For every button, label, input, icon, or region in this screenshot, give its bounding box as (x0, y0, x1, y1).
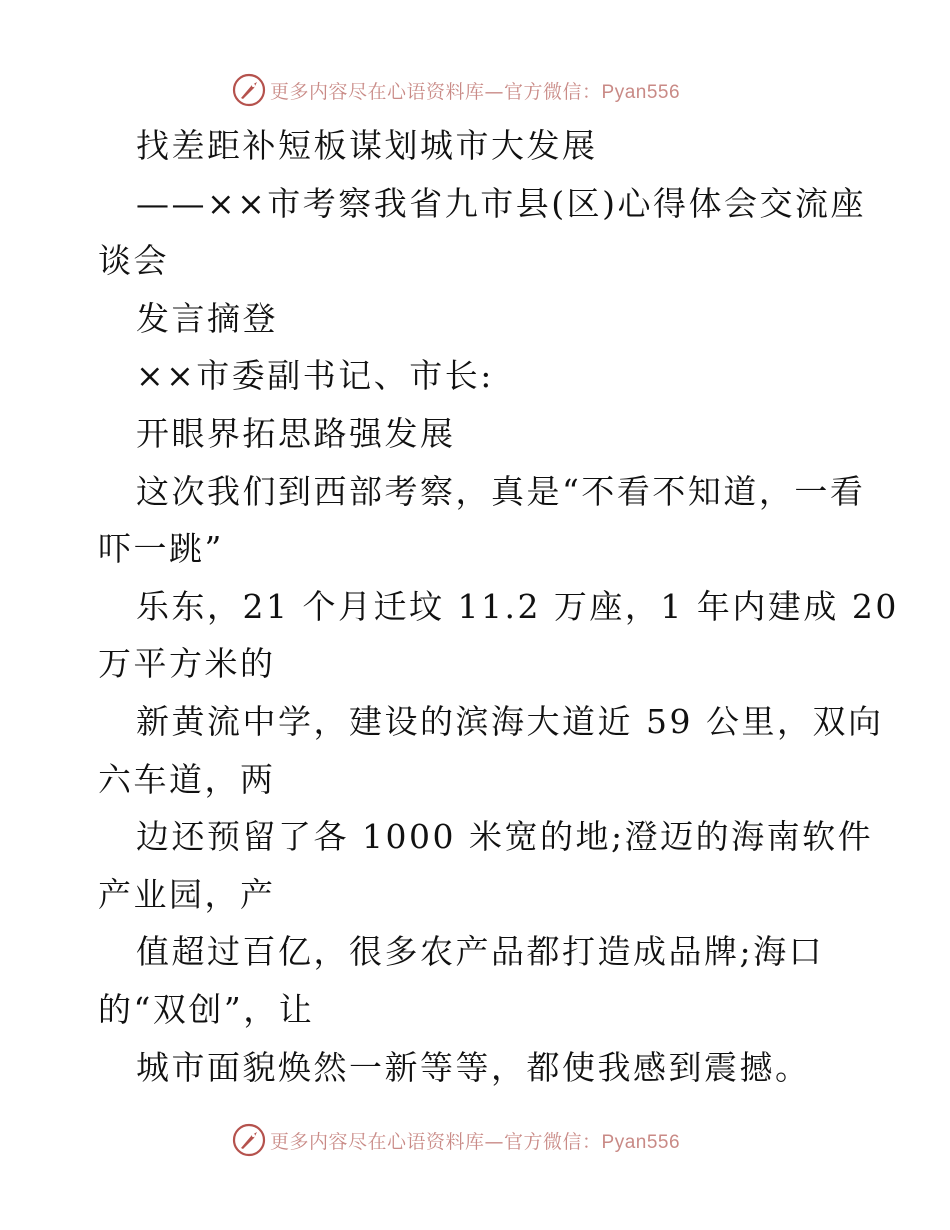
banner-wechat-id: Pyan556 (601, 1131, 681, 1153)
doc-speech-heading: 开眼界拓思路强发展 (136, 413, 456, 453)
banner-wechat-id: Pyan556 (601, 81, 681, 103)
doc-section-label: 发言摘登 (136, 298, 278, 338)
banner-separator: — (484, 80, 505, 103)
doc-paragraph-line: 的“双创”，让 (98, 989, 315, 1029)
banner-separator: — (484, 1130, 505, 1153)
banner-wechat-label: 官方微信： (504, 80, 602, 103)
pen-nib-icon (232, 73, 266, 107)
banner-slogan: 更多内容尽在心语资料库 (270, 1130, 485, 1153)
doc-subtitle: ——××市考察我省九市县(区)心得体会交流座 (136, 183, 867, 223)
doc-paragraph-line: 城市面貌焕然一新等等，都使我感到震撼。 (136, 1047, 811, 1087)
banner-text (270, 77, 680, 104)
doc-paragraph-line: 乐东，21 个月迁坟 11.2 万座，1 年内建成 20 (136, 586, 899, 626)
doc-subtitle-continued: 谈会 (98, 241, 169, 281)
banner-slogan: 更多内容尽在心语资料库 (270, 80, 485, 103)
pen-nib-icon (232, 1123, 266, 1157)
doc-paragraph-line: 六车道，两 (98, 759, 276, 799)
doc-paragraph-line: 这次我们到西部考察，真是“不看不知道，一看 (136, 471, 866, 511)
document-body (98, 117, 899, 1096)
footer-watermark-banner (232, 1122, 680, 1158)
doc-paragraph-line: 吓一跳” (98, 529, 224, 569)
header-watermark-banner (232, 72, 680, 108)
doc-paragraph-line: 边还预留了各 1000 米宽的地;澄迈的海南软件 (136, 817, 874, 857)
doc-speaker: ××市委副书记、市长: (136, 356, 494, 396)
banner-wechat-label: 官方微信： (504, 1130, 602, 1153)
doc-paragraph-line: 产业园，产 (98, 874, 276, 914)
doc-paragraph-line: 新黄流中学，建设的滨海大道近 59 公里，双向 (136, 701, 884, 741)
banner-text (270, 1127, 680, 1154)
doc-paragraph-line: 值超过百亿，很多农产品都打造成品牌;海口 (136, 932, 825, 972)
doc-paragraph-line: 万平方米的 (98, 644, 276, 684)
doc-title: 找差距补短板谋划城市大发展 (136, 126, 598, 165)
